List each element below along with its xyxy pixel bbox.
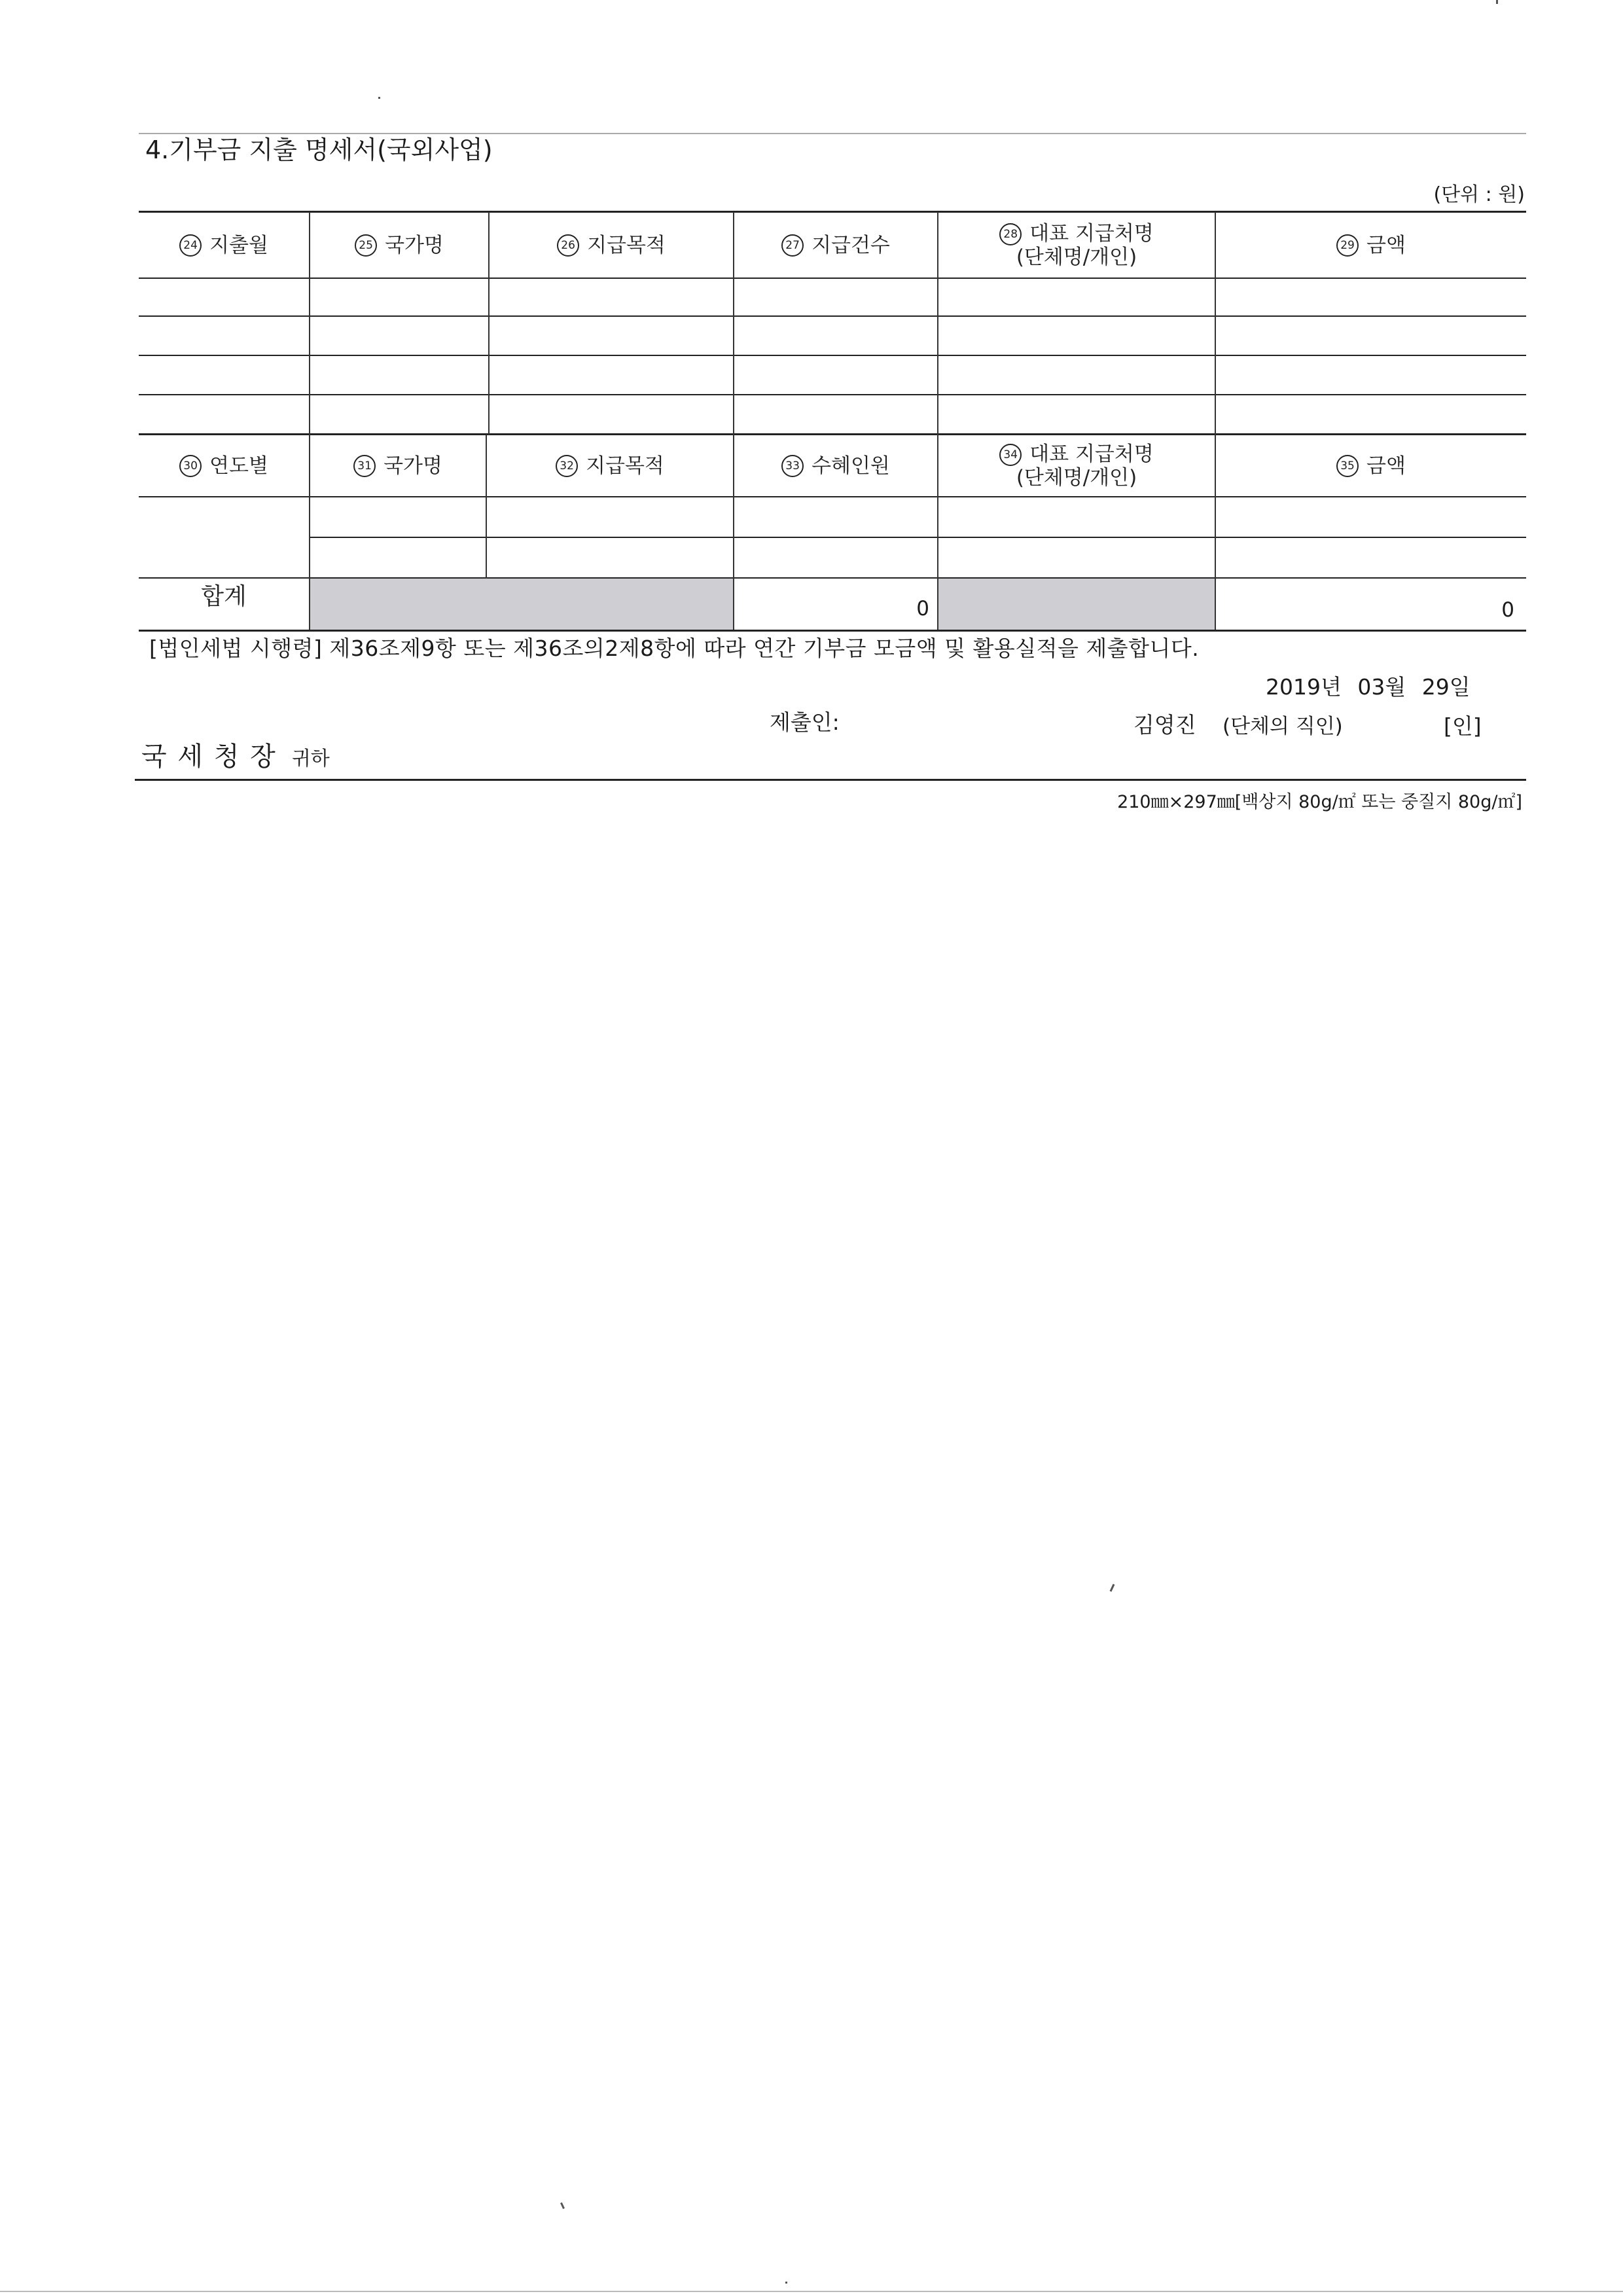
scan-bottom-edge — [0, 2291, 1623, 2292]
header-sublabel: (단체명/개인) — [1016, 466, 1137, 490]
header-recipient-name — [938, 213, 1215, 278]
header-recipient-name — [938, 436, 1215, 496]
circled-number: 24 — [179, 234, 202, 257]
circled-number: 26 — [557, 234, 579, 257]
table-row-line — [139, 394, 1526, 395]
scan-speck — [785, 2282, 787, 2284]
circled-number: 28 — [999, 223, 1022, 245]
header-label: 수혜인원 — [812, 454, 890, 478]
table-1-bottom-border — [139, 433, 1526, 435]
header-payment-count — [734, 213, 937, 278]
table-2-header-bottom — [139, 496, 1526, 497]
circled-number: 34 — [999, 444, 1022, 466]
footer-rule — [135, 779, 1526, 781]
circled-number: 25 — [355, 234, 377, 257]
header-country-name — [310, 436, 486, 496]
section-title: 4.기부금 지출 명세서(국외사업) — [145, 135, 493, 164]
column-divider — [937, 579, 938, 630]
header-label: 지급목적 — [586, 454, 664, 478]
circled-number: 30 — [179, 455, 202, 477]
header-label: 지출월 — [209, 234, 268, 257]
submission-statement: [법인세법 시행령] 제36조제9항 또는 제36조의2제8항에 따라 연간 기부금 모금액 및 활용실적을 제출합니다. — [149, 636, 1200, 661]
total-row-bottom-border — [139, 630, 1526, 632]
scan-speck — [560, 2202, 565, 2209]
header-payment-purpose — [490, 213, 733, 278]
circled-number: 32 — [556, 455, 578, 477]
circled-number: 35 — [1336, 455, 1359, 477]
header-amount — [1216, 213, 1526, 278]
header-beneficiaries — [734, 436, 937, 496]
header-year — [139, 436, 309, 496]
seal-placeholder: [인] — [1444, 713, 1482, 739]
total-count-value: 0 — [916, 597, 929, 620]
total-amount-value: 0 — [1501, 598, 1514, 622]
header-label: 지급목적 — [587, 234, 666, 257]
date-month: 03월 — [1357, 674, 1406, 700]
circled-number: 31 — [353, 455, 376, 477]
table-row-line — [139, 355, 1526, 356]
submitter-label: 제출인: — [770, 709, 840, 735]
unit-label: (단위 : 원) — [1433, 183, 1525, 206]
header-label: 연도별 — [209, 454, 268, 478]
shaded-cell — [310, 579, 733, 630]
header-label: 금액 — [1366, 234, 1406, 257]
recipient-title: 국 세 청 장 — [141, 742, 277, 772]
submission-date — [1266, 672, 1471, 703]
table-row-line — [139, 315, 1526, 317]
recipient-line — [141, 740, 330, 779]
header-label: 국가명 — [385, 234, 444, 257]
header-expense-month — [139, 213, 309, 278]
header-amount — [1216, 436, 1526, 496]
circled-number: 33 — [781, 455, 804, 477]
circled-number: 29 — [1336, 234, 1359, 257]
scan-speck — [1110, 1584, 1115, 1592]
scan-speck — [378, 97, 380, 99]
header-payment-purpose — [487, 436, 733, 496]
table-1-top-border — [139, 211, 1526, 213]
circled-number: 27 — [781, 234, 804, 257]
table-1-header-bottom — [139, 278, 1526, 279]
header-label: 금액 — [1366, 454, 1406, 478]
recipient-suffix: 귀하 — [291, 747, 330, 770]
date-year: 2019년 — [1266, 674, 1342, 700]
shaded-cell — [938, 579, 1215, 630]
total-label: 합계 — [201, 583, 247, 610]
header-country-name — [310, 213, 488, 278]
column-divider — [309, 579, 310, 630]
header-sublabel: (단체명/개인) — [1016, 245, 1137, 270]
scan-speck — [1496, 0, 1498, 4]
paper-spec: 210㎜×297㎜[백상지 80g/㎡ 또는 중질지 80g/㎡] — [1117, 792, 1522, 812]
header-label: 대표 지급처명 — [1029, 442, 1154, 466]
submitter-role: (단체의 직인) — [1222, 715, 1343, 738]
header-label: 지급건수 — [812, 234, 890, 257]
table-row-line — [309, 537, 1526, 538]
header-label: 대표 지급처명 — [1029, 221, 1154, 245]
header-label: 국가명 — [383, 454, 442, 478]
date-day: 29일 — [1421, 674, 1471, 700]
submitter-name: 김영진 — [1133, 712, 1196, 738]
